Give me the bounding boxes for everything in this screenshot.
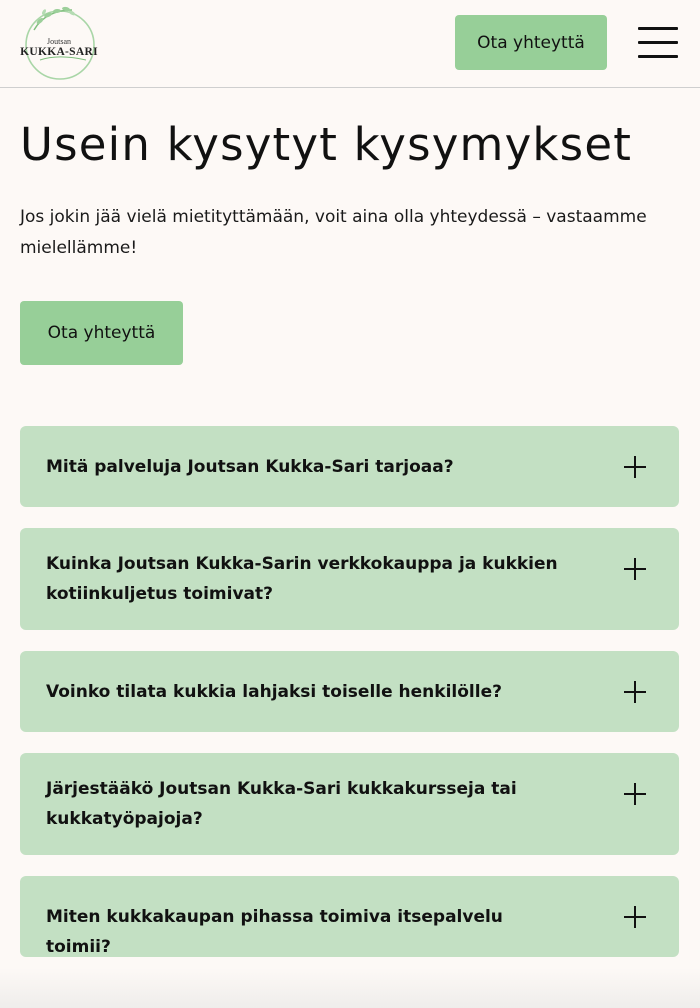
faq-question: Järjestääkö Joutsan Kukka-Sari kukkakursseja tai kukkatyöpajoja? (46, 779, 517, 829)
logo-text-small: Joutsan (47, 37, 71, 46)
hamburger-menu-icon[interactable] (638, 24, 678, 60)
faq-question: Miten kukkakaupan pihassa toimiva itsepalvelu toimii? (46, 907, 503, 957)
faq-item[interactable] (20, 528, 679, 630)
faq-question: Mitä palveluja Joutsan Kukka-Sari tarjoaa? (46, 457, 454, 477)
plus-icon[interactable] (624, 906, 646, 928)
plus-icon[interactable] (624, 558, 646, 580)
plus-icon[interactable] (624, 783, 646, 805)
faq-item[interactable] (20, 753, 679, 855)
contact-button[interactable]: Ota yhteyttä (20, 301, 183, 365)
plus-icon[interactable] (624, 681, 646, 703)
faq-item[interactable] (20, 876, 679, 957)
faq-question: Voinko tilata kukkia lahjaksi toiselle henkilölle? (46, 682, 502, 702)
faq-item[interactable] (20, 651, 679, 732)
intro-text: Jos jokin jää vielä mietityttämään, voit aina olla yhteydessä – vastaamme mielellämme! (20, 207, 647, 258)
site-header (0, 0, 700, 88)
logo-text-big: KUKKA-SARI (20, 46, 98, 58)
faq-question: Kuinka Joutsan Kukka-Sarin verkkokauppa ja kukkien kotiinkuljetus toimivat? (46, 554, 558, 604)
header-contact-button[interactable]: Ota yhteyttä (455, 15, 607, 70)
plus-icon[interactable] (624, 456, 646, 478)
page-title: Usein kysytyt kysymykset (20, 118, 633, 171)
logo[interactable] (20, 4, 98, 82)
bottom-shadow (0, 968, 700, 1008)
faq-item[interactable] (20, 426, 679, 507)
